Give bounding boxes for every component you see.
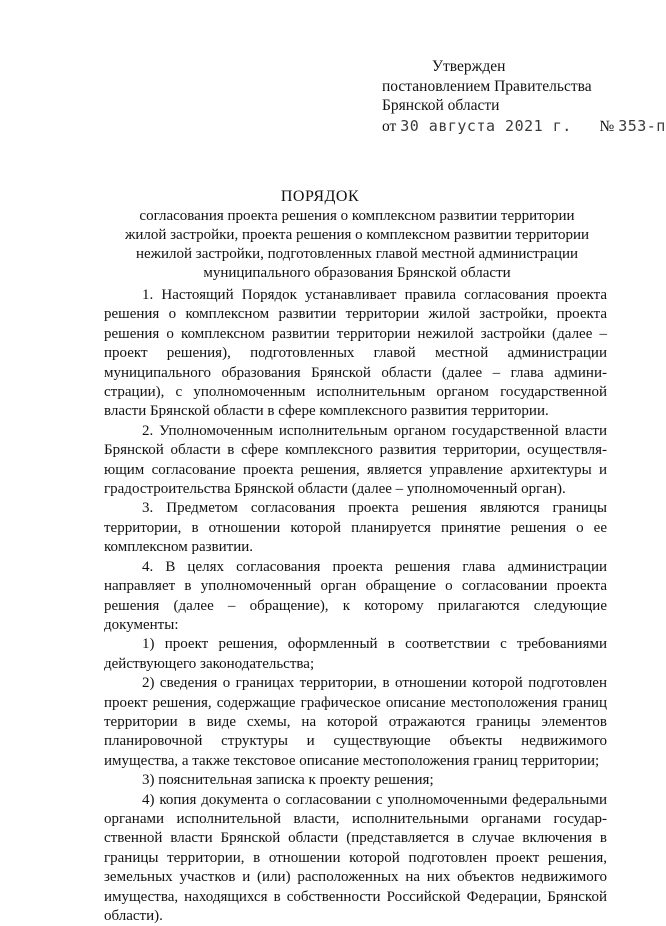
list-item-3: 3) пояснительная записка к проекту решения; <box>142 772 434 789</box>
approval-stamp <box>382 57 666 136</box>
approval-date-line <box>382 117 666 137</box>
subtitle-line: нежилой застройки, подготовленных главой местной администрации <box>135 246 579 262</box>
date-prefix: от <box>382 117 397 135</box>
list-item-1: 1) проект решения, оформленный в соответствии с требованиями действующего законодательства; <box>104 636 607 672</box>
document-body <box>104 286 607 926</box>
paragraph-3: 3. Предметом согласования проекта решения являются границы территории, в отношении которой планируется принятие решения о ее комплексном развитии. <box>104 500 607 556</box>
list-item-2: 2) сведения о границах территории, в отношении которой подготовлен проект решения, содержащие графическое описание местоположения границ территории в виде схемы, на которой отражаются границы элементов планировочной структуры и существующие объекты недвижимого имущества, а также текстовое описание местоположения границ территории; <box>104 675 607 769</box>
paragraph-1: 1. Настоящий Порядок устанавливает правила согласования проекта решения о комплексном развитии территории жилой застройки, проекта решения о комплексном развитии территории нежилой застройки (далее – проект решения), подготовленных главой местной администрации муниципального образования Брянской области (далее – глава администрации), с уполномоченным исполнительным органом государственной власти Брянской области в сфере комплексного развития территории. <box>104 287 607 420</box>
paragraph-2: 2. Уполномоченным исполнительным органом государственной власти Брянской области в сфере комплексного развития территории, осуществляющим согласование проекта решения, является управление архитектуры и градостроительства Брянской области (далее – уполномоченный орган). <box>104 422 607 498</box>
subtitle-line: согласования проекта решения о комплексном развитии территории <box>139 208 575 224</box>
approval-region-label: Брянской области <box>382 97 500 114</box>
list-item-4: 4) копия документа о согласовании с уполномоченными федеральными органами исполнительной власти, исполнительными органами государственной власти Брянской области (представляется в случае включения в границы территории, в отношении которой подготовлен проект решения, земельных участков и (или) расположенных на них объектов недвижимого имущества, находящихся в собственности Российской Федерации, Брянской области). <box>104 791 607 924</box>
approval-date: 30 августа 2021 г. <box>400 116 572 135</box>
subtitle-line: жилой застройки, проекта решения о комплексном развитии территории <box>124 227 590 243</box>
document-subtitle <box>118 207 596 283</box>
approval-resolution-label: постановлением Правительства <box>382 77 592 95</box>
paragraph-4: 4. В целях согласования проекта решения глава администрации направляет в уполномоченный орган обращение о согласовании проекта решения (далее – обращение), к которому прилагаются следующие документы: <box>104 558 607 633</box>
approval-number: 353-п <box>618 116 666 135</box>
subtitle-line: муниципального образования Брянской области <box>203 265 511 281</box>
document-title: ПОРЯДОК <box>280 188 360 205</box>
number-prefix: № <box>599 117 615 135</box>
approval-approved-label: Утвержден <box>432 58 506 75</box>
